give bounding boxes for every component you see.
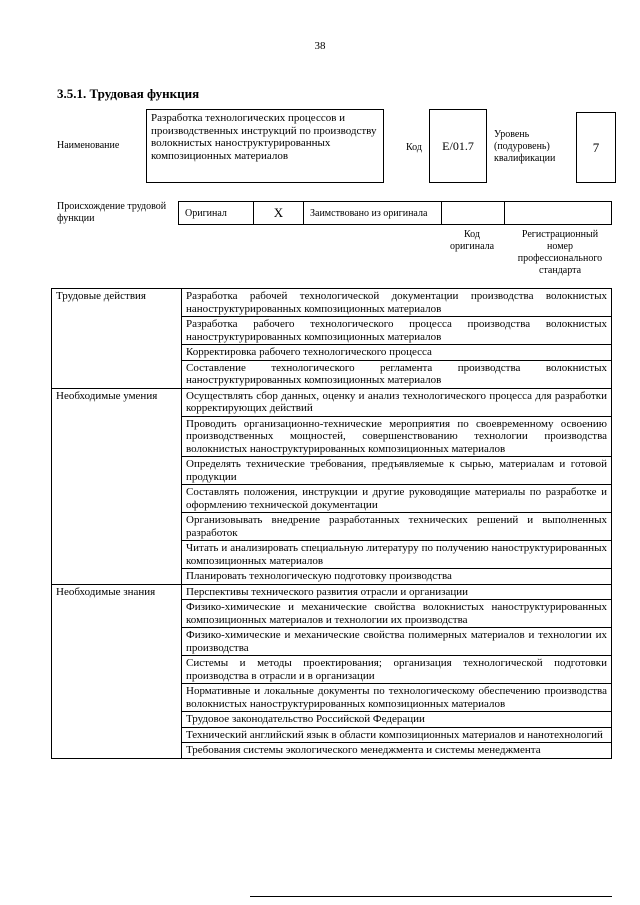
section-title: 3.5.1. Трудовая функция — [57, 86, 200, 101]
function-name-box: Разработка технологических процессов и производственных инструкций по производству волокнистых наноструктурированных композиционных материалов — [146, 109, 384, 183]
list-item: Организовывать внедрение разработанных технических решений и выполненных разработок — [182, 513, 612, 541]
list-item: Составлять положения, инструкции и другие руководящие материалы по разработке и оформлению технической документации — [182, 485, 612, 513]
original-label: Оригинал — [179, 202, 254, 224]
list-item: Проводить организационно-технические мероприятия по своевременному освоению производственных мощностей, совершенствованию технологии производства волокнистых наноструктурированных композиционных материалов — [182, 416, 612, 457]
list-item: Осуществлять сбор данных, оценку и анализ технологического процесса для разработки корректирующих действий — [182, 388, 612, 416]
code-caption: Код оригинала — [449, 229, 495, 252]
origin-code-cell — [442, 202, 505, 224]
list-item: Разработка рабочей технологической документации производства волокнистых наноструктурированных композиционных материалов — [182, 289, 612, 317]
page-bottom-rule — [250, 896, 612, 897]
list-item: Определять технические требования, предъявляемые к сырью, материалам и готовой продукции — [182, 457, 612, 485]
origin-reg-cell — [505, 202, 611, 224]
level-value-box: 7 — [576, 112, 616, 183]
function-code-box: E/01.7 — [429, 109, 487, 183]
section-heading: Необходимые знания — [52, 584, 182, 758]
list-item: Перспективы технического развития отрасли и организации — [182, 584, 612, 600]
table-row — [52, 289, 612, 317]
table-row — [52, 584, 612, 600]
list-item: Физико-химические и механические свойства волокнистых наноструктурированных композиционных материалов и технологии их производства — [182, 600, 612, 628]
origin-label: Происхождение трудовой функции — [57, 201, 167, 224]
list-item: Трудовое законодательство Российской Федерации — [182, 712, 612, 728]
original-mark: X — [254, 202, 304, 224]
list-item: Корректировка рабочего технологического процесса — [182, 345, 612, 361]
origin-box — [178, 201, 612, 225]
page-number: 38 — [314, 40, 326, 52]
list-item: Читать и анализировать специальную литературу по получению наноструктурированных композиционных материалов — [182, 541, 612, 569]
function-table — [51, 288, 612, 759]
list-item: Физико-химические и механические свойства полимерных материалов и технологии их производства — [182, 628, 612, 656]
list-item: Планировать технологическую подготовку производства — [182, 569, 612, 585]
list-item: Составление технологического регламента производства волокнистых наноструктурированных композиционных материалов — [182, 360, 612, 388]
name-label: Наименование — [57, 140, 120, 151]
list-item: Требования системы экологического менеджмента и системы менеджмента — [182, 743, 612, 759]
borrowed-label: Заимствовано из оригинала — [304, 202, 442, 224]
code-label: Код — [406, 142, 422, 153]
table-row — [52, 388, 612, 416]
list-item: Технический английский язык в области композиционных материалов и нанотехнологий — [182, 727, 612, 743]
list-item: Системы и методы проектирования; организация технологической подготовки производства в отрасли и в организации — [182, 656, 612, 684]
list-item: Нормативные и локальные документы по технологическому обеспечению производства волокнистых наноструктурированных композиционных материалов — [182, 684, 612, 712]
section-heading: Необходимые умения — [52, 388, 182, 584]
section-heading: Трудовые действия — [52, 289, 182, 389]
list-item: Разработка рабочего технологического процесса производства волокнистых наноструктурированных композиционных материалов — [182, 317, 612, 345]
reg-caption: Регистрационный номер профессионального стандарта — [517, 229, 603, 276]
level-label: Уровень (подуровень) квалификации — [494, 129, 556, 164]
